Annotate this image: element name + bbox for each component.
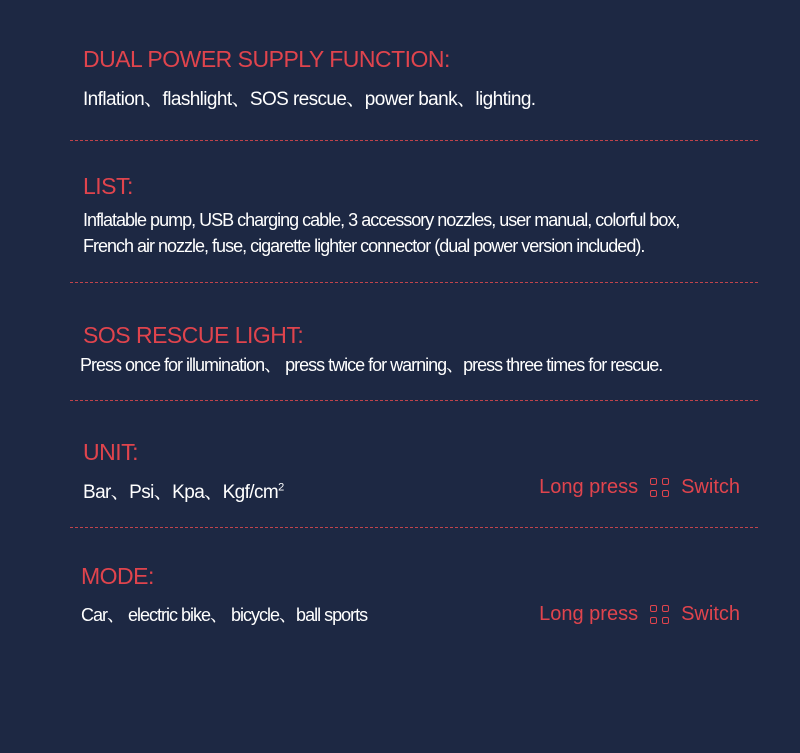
list-heading: LIST:	[83, 173, 133, 199]
divider	[70, 282, 758, 283]
mode-action-target: Switch	[681, 603, 740, 625]
list-line-1: Inflatable pump, USB charging cable, 3 accessory nozzles, user manual, colorful box,	[83, 210, 680, 230]
unit-heading: UNIT:	[83, 439, 138, 465]
mode-text: Car、 electric bike、 bicycle、ball sports	[81, 605, 368, 625]
unit-action-label: Long press	[539, 476, 639, 498]
unit-text: Bar、Psi、Kpa、Kgf/$cm^2$	[83, 481, 284, 503]
power-heading: DUAL POWER SUPPLY FUNCTION:	[83, 46, 450, 72]
divider	[70, 527, 758, 528]
divider	[70, 400, 758, 401]
four-dots-icon	[650, 605, 669, 624]
unit-superscript: 2	[278, 481, 284, 494]
four-dots-icon	[650, 478, 669, 497]
sos-heading: SOS RESCUE LIGHT:	[83, 322, 304, 348]
unit-switch-action	[539, 476, 740, 499]
sos-text: Press once for illumination、 press twice for warning、press three times for rescue.	[80, 355, 663, 375]
mode-heading: MODE:	[81, 563, 154, 589]
mode-switch-action	[539, 603, 740, 626]
list-line-2: French air nozzle, fuse, cigarette lighter connector (dual power version included).	[83, 236, 645, 256]
power-text: Inflation、flashlight、SOS rescue、power bank、lighting.	[83, 89, 536, 110]
divider	[70, 140, 758, 141]
unit-action-target: Switch	[681, 476, 740, 498]
mode-action-label: Long press	[539, 603, 639, 625]
